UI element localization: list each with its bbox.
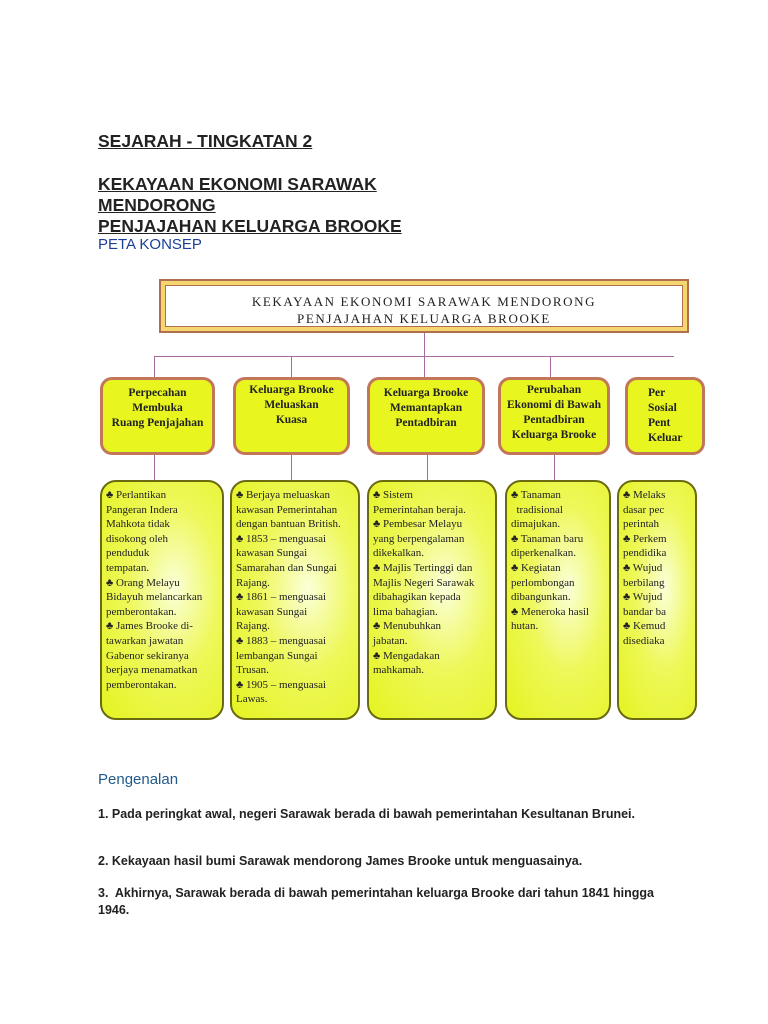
branch-body-3: ♣ Sistem Pemerintahan beraja. ♣ Pembesar Melayu yang berpengalaman dikekalkan. ♣ Majlis Tertinggi dan Majlis Negeri Sarawak dibahagikan kepada lima bahagian. ♣ Menubuhkan jabatan. ♣ Mengadakan mahkamah. bbox=[367, 480, 497, 720]
subject-heading: SEJARAH - TINGKATAN 2 bbox=[98, 131, 313, 151]
branch-body-4: ♣ Tanaman tradisional dimajukan. ♣ Tanaman baru diperkenalkan. ♣ Kegiatan perlombongan dibangunkan. ♣ Meneroka hasil hutan. bbox=[505, 480, 611, 720]
branch-heading-2: Keluarga Brooke Meluaskan Kuasa bbox=[233, 377, 350, 455]
branch-heading-1: Perpecahan Membuka Ruang Penjajahan bbox=[100, 377, 215, 455]
connector bbox=[154, 455, 155, 481]
title-line-1: KEKAYAAN EKONOMI SARAWAK bbox=[98, 174, 377, 194]
branch-body-5: ♣ Melaks dasar pec perintah ♣ Perkem pendidika ♣ Wujud berbilang ♣ Wujud bandar ba ♣ Kemud disediaka bbox=[617, 480, 697, 720]
connector bbox=[550, 356, 551, 378]
intro-paragraph-1: 1. Pada peringkat awal, negeri Sarawak berada di bawah pemerintahan Kesultanan Brunei. bbox=[98, 807, 635, 821]
title-line-2: MENDORONG bbox=[98, 195, 216, 215]
title-line-3: PENJAJAHAN KELUARGA BROOKE bbox=[98, 216, 402, 236]
branch-body-2: ♣ Berjaya meluaskan kawasan Pemerintahan dengan bantuan British. ♣ 1853 – menguasai kawasan Sungai Samarahan dan Sungai Rajang. ♣ 1861 – menguasai kawasan Sungai Rajang. ♣ 1883 – menguasai lembangan Sungai Trusan. ♣ 1905 – menguasai Lawas. bbox=[230, 480, 360, 720]
intro-paragraph-3: 3. Akhirnya, Sarawak berada di bawah pemerintahan keluarga Brooke dari tahun 1841 hingga 1946. bbox=[98, 886, 682, 917]
connector bbox=[427, 455, 428, 481]
intro-paragraph-2: 2. Kekayaan hasil bumi Sarawak mendorong James Brooke untuk menguasainya. bbox=[98, 854, 583, 868]
branch-body-1: ♣ Perlantikan Pangeran Indera Mahkota tidak disokong oleh penduduk tempatan. ♣ Orang Melayu Bidayuh melancarkan pemberontakan. ♣ James Brooke di- tawarkan jawatan Gabenor sekiranya berjaya menamatkan pemberontakan. bbox=[100, 480, 224, 720]
connector bbox=[291, 455, 292, 481]
connector bbox=[154, 356, 155, 378]
branch-heading-4: Perubahan Ekonomi di Bawah Pentadbiran Keluarga Brooke bbox=[498, 377, 610, 455]
connector bbox=[424, 356, 425, 378]
branch-heading-5: Per Sosial Pent Keluar bbox=[625, 377, 705, 455]
intro-heading: Pengenalan bbox=[98, 771, 179, 788]
root-node bbox=[159, 279, 689, 333]
connector bbox=[554, 455, 555, 481]
connector bbox=[424, 333, 425, 356]
section-label: PETA KONSEP bbox=[98, 236, 202, 253]
concept-map bbox=[97, 277, 683, 723]
root-node-text: KEKAYAAN EKONOMI SARAWAK MENDORONG PENJAJAHAN KELUARGA BROOKE bbox=[165, 285, 683, 327]
connector bbox=[154, 356, 674, 357]
branch-heading-3: Keluarga Brooke Memantapkan Pentadbiran bbox=[367, 377, 485, 455]
connector bbox=[291, 356, 292, 378]
